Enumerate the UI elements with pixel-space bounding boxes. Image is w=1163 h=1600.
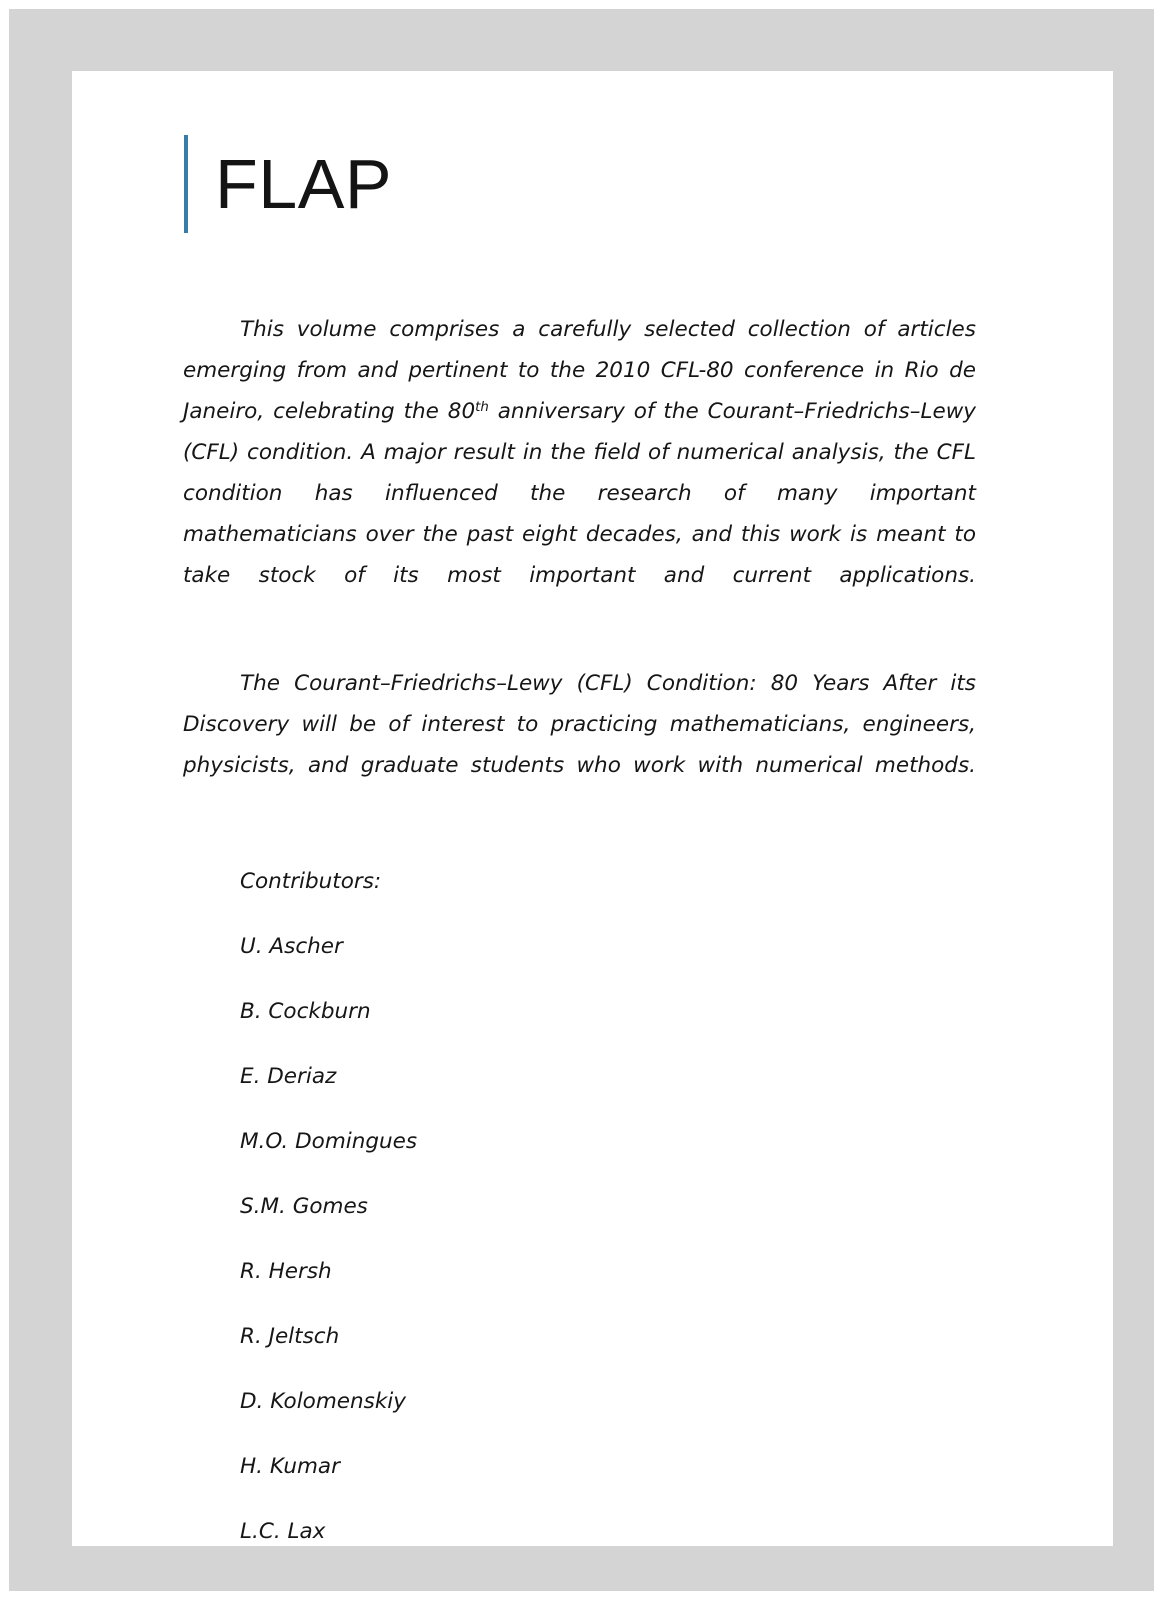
contributor-name: D. Kolomenskiy <box>240 1389 406 1414</box>
contributor-name: S.M. Gomes <box>240 1194 368 1219</box>
contributor-name: E. Deriaz <box>240 1064 337 1089</box>
ordinal-suffix: th <box>475 400 489 416</box>
page-title: FLAP <box>215 145 393 223</box>
contributors-heading: Contributors: <box>240 869 382 894</box>
contributors-list <box>183 932 976 1582</box>
document-page-sheet <box>72 71 1113 1546</box>
contributor-name: H. Kumar <box>240 1454 340 1479</box>
contributor-name: M.O. Domingues <box>240 1129 418 1154</box>
body-paragraph: This volume comprises a carefully selected collection of articles emerging from and pertinent to the 2010 CFL-80 conference in Rio de Janeiro, celebrating the 80th anniversary of the Courant–Friedrichs–Lewy (CFL) condition. A major result in the field of numerical analysis, the CFL condition has influenced the research of many important mathematicians over the past eight decades, and this work is meant to take stock of its most important and current applications. <box>183 317 977 588</box>
contributors-section <box>183 867 976 1582</box>
contributor-name: R. Hersh <box>240 1259 332 1284</box>
body-paragraph: The Courant–Friedrichs–Lewy (CFL) Condition: 80 Years After its Discovery will be of interest to practicing mathematicians, engineers, physicists, and graduate students who work with numerical methods. <box>183 671 976 778</box>
title-accent-bar <box>184 135 188 233</box>
page-title-block <box>184 134 392 234</box>
contributor-name: R. Jeltsch <box>240 1324 340 1349</box>
contributor-name: B. Cockburn <box>240 999 371 1024</box>
contributor-name: U. Ascher <box>240 934 343 959</box>
contributor-name: L.C. Lax <box>240 1519 326 1544</box>
page-background-mat <box>9 9 1154 1591</box>
document-body <box>183 309 976 1582</box>
